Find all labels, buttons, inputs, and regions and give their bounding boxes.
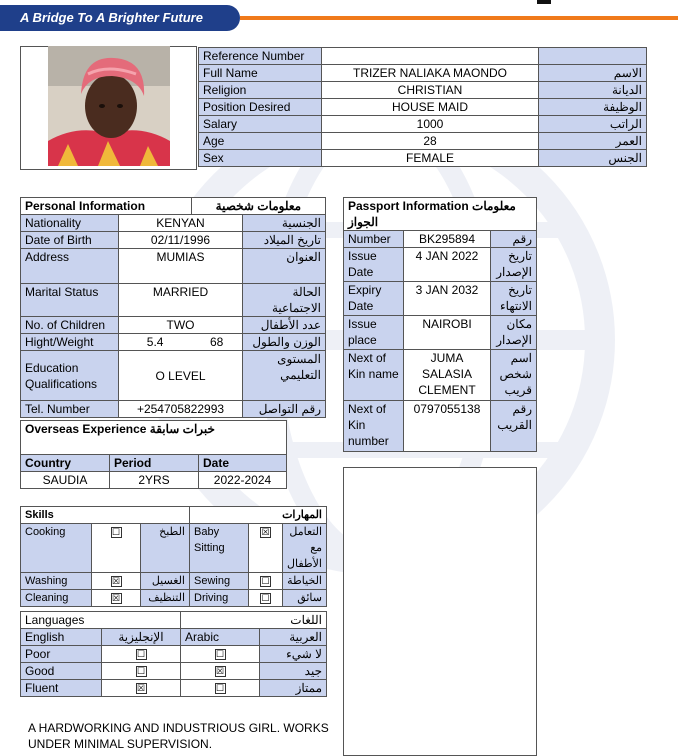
skill-cooking-label: Cooking: [21, 524, 92, 573]
kin-number-label: Next of Kin number: [344, 401, 404, 452]
height-weight-label: Hight/Weight: [21, 334, 119, 351]
expiry-date-value: 3 JAN 2032: [404, 282, 491, 316]
issue-date-label: Issue Date: [344, 248, 404, 282]
reference-label: Reference Number: [199, 48, 322, 65]
table-row: [21, 663, 327, 680]
table-row: [199, 133, 647, 150]
date-header: Date: [199, 455, 287, 472]
marital-ar: الحالة الاجتماعية: [243, 284, 326, 317]
tel-label: Tel. Number: [21, 401, 119, 418]
children-ar: عدد الأطفال: [243, 317, 326, 334]
nationality-ar: الجنسية: [243, 215, 326, 232]
kin-number-value: 0797055138: [404, 401, 491, 452]
salary-label: Salary: [199, 116, 322, 133]
level-good-label: Good: [21, 663, 102, 680]
level-fluent-label: Fluent: [21, 680, 102, 697]
dob-value: 02/11/1996: [119, 232, 243, 249]
table-row: [199, 82, 647, 99]
dob-label: Date of Birth: [21, 232, 119, 249]
sex-ar: الجنس: [539, 150, 647, 167]
dob-ar: تاريخ الميلاد: [243, 232, 326, 249]
level-poor-label: Poor: [21, 646, 102, 663]
header-rule: [240, 16, 678, 20]
personal-info-title: Personal Information: [21, 198, 192, 215]
height-weight-ar: الوزن والطول: [243, 334, 326, 351]
overseas-title-en: Overseas Experience: [25, 422, 147, 436]
english-ar: الإنجليزية: [102, 629, 181, 646]
header-mark: [537, 0, 551, 4]
table-row: [21, 680, 327, 697]
age-ar: العمر: [539, 133, 647, 150]
issue-place-label: Issue place: [344, 316, 404, 350]
skill-washing-label: Washing: [21, 573, 92, 590]
marital-label: Marital Status: [21, 284, 119, 317]
address-label: Address: [21, 249, 119, 284]
skill-washing-ar: الغسيل: [141, 573, 190, 590]
personal-info-title-ar: معلومات شخصية: [191, 198, 325, 215]
summary-table: [198, 47, 647, 167]
religion-value: CHRISTIAN: [322, 82, 539, 99]
expiry-date-label: Expiry Date: [344, 282, 404, 316]
weight-value: 68: [191, 334, 242, 351]
arabic-fluent-checkbox[interactable]: ☐: [181, 680, 260, 697]
skill-driving-ar: سائق: [283, 590, 327, 607]
age-label: Age: [199, 133, 322, 150]
position-value: HOUSE MAID: [322, 99, 539, 116]
skill-sewing-ar: الخياطة: [283, 573, 327, 590]
passport-info-title: [344, 198, 537, 231]
skill-cooking-checkbox[interactable]: ☐: [92, 524, 141, 573]
salary-value: 1000: [322, 116, 539, 133]
languages-table: [20, 611, 327, 697]
english-poor-checkbox[interactable]: ☐: [102, 646, 181, 663]
skill-driving-label: Driving: [190, 590, 249, 607]
reference-value: [322, 48, 539, 65]
children-label: No. of Children: [21, 317, 119, 334]
languages-title-ar: اللغات: [181, 612, 327, 629]
personal-info-table: [20, 197, 326, 418]
english-fluent-checkbox[interactable]: ☒: [102, 680, 181, 697]
address-value: MUMIAS: [119, 249, 243, 284]
skills-title: Skills: [21, 507, 190, 524]
table-row: [199, 150, 647, 167]
religion-ar: الديانة: [539, 82, 647, 99]
candidate-photo: [48, 46, 170, 166]
table-row: [199, 65, 647, 82]
sex-value: FEMALE: [322, 150, 539, 167]
overseas-title: [21, 421, 287, 455]
country-value: SAUDIA: [21, 472, 110, 489]
position-label: Position Desired: [199, 99, 322, 116]
arabic-poor-checkbox[interactable]: ☐: [181, 646, 260, 663]
education-ar: المستوى التعليمي: [243, 351, 326, 401]
tagline-banner: A Bridge To A Brighter Future: [0, 5, 240, 31]
passport-number-label: Number: [344, 231, 404, 248]
arabic-good-checkbox[interactable]: ☒: [181, 663, 260, 680]
education-label: Education Qualifications: [21, 351, 119, 401]
sex-label: Sex: [199, 150, 322, 167]
passport-info-table: [343, 197, 537, 452]
country-header: Country: [21, 455, 110, 472]
skill-cleaning-label: Cleaning: [21, 590, 92, 607]
skill-cleaning-ar: التنظيف: [141, 590, 190, 607]
passport-title-ar: معلومات الجواز: [348, 199, 516, 229]
full-name-ar: الاسم: [539, 65, 647, 82]
tel-ar: رقم التواصل: [243, 401, 326, 418]
expiry-date-ar: تاريخ الانتهاء: [491, 282, 537, 316]
issue-date-ar: تاريخ الإصدار: [491, 248, 537, 282]
english-label: English: [21, 629, 102, 646]
table-row: [199, 99, 647, 116]
languages-title: Languages: [21, 612, 181, 629]
salary-ar: الراتب: [539, 116, 647, 133]
issue-place-ar: مكان الإصدار: [491, 316, 537, 350]
passport-title-en: Passport Information: [348, 199, 469, 213]
marital-value: MARRIED: [119, 284, 243, 317]
issue-place-value: NAIROBI: [404, 316, 491, 350]
notes-box: [343, 467, 537, 756]
overseas-experience-table: [20, 420, 287, 489]
tel-value: +254705822993: [119, 401, 243, 418]
skill-sewing-label: Sewing: [190, 573, 249, 590]
kin-name-value: JUMA SALASIA CLEMENT: [404, 350, 491, 401]
skill-babysitting-label: Baby Sitting: [190, 524, 249, 573]
level-fluent-ar: ممتاز: [260, 680, 327, 697]
table-row: [21, 646, 327, 663]
level-poor-ar: لا شيء: [260, 646, 327, 663]
skills-table: [20, 506, 327, 607]
religion-label: Religion: [199, 82, 322, 99]
skill-cleaning-checkbox[interactable]: ☒: [92, 590, 141, 607]
reference-ar: [539, 48, 647, 65]
skill-cooking-ar: الطبخ: [141, 524, 190, 573]
education-value: O LEVEL: [119, 351, 243, 401]
skills-title-ar: المهارات: [190, 507, 327, 524]
kin-name-label: Next of Kin name: [344, 350, 404, 401]
address-ar: العنوان: [243, 249, 326, 284]
position-ar: الوظيفة: [539, 99, 647, 116]
skill-babysitting-ar: التعامل مع الأطفال: [283, 524, 327, 573]
kin-name-ar: اسم شخص قريب: [491, 350, 537, 401]
table-row: [199, 48, 647, 65]
full-name-value: TRIZER NALIAKA MAONDO: [322, 65, 539, 82]
issue-date-value: 4 JAN 2022: [404, 248, 491, 282]
skill-babysitting-checkbox[interactable]: ☒: [249, 524, 283, 573]
overseas-title-ar: خبرات سابقة: [149, 422, 215, 436]
arabic-ar: العربية: [260, 629, 327, 646]
height-value: 5.4: [119, 334, 192, 351]
table-row: [21, 472, 287, 489]
nationality-value: KENYAN: [119, 215, 243, 232]
english-good-checkbox[interactable]: ☐: [102, 663, 181, 680]
skill-washing-checkbox[interactable]: ☒: [92, 573, 141, 590]
period-header: Period: [110, 455, 199, 472]
children-value: TWO: [119, 317, 243, 334]
level-good-ar: جيد: [260, 663, 327, 680]
nationality-label: Nationality: [21, 215, 119, 232]
passport-number-ar: رقم: [491, 231, 537, 248]
arabic-label: Arabic: [181, 629, 260, 646]
remarks-text: A HARDWORKING AND INDUSTRIOUS GIRL. WORKS UNDER MINIMAL SUPERVISION.: [28, 721, 329, 751]
date-value: 2022-2024: [199, 472, 287, 489]
kin-number-ar: رقم القريب: [491, 401, 537, 452]
passport-number-value: BK295894: [404, 231, 491, 248]
skill-driving-checkbox[interactable]: ☐: [249, 590, 283, 607]
full-name-label: Full Name: [199, 65, 322, 82]
table-row: [199, 116, 647, 133]
period-value: 2YRS: [110, 472, 199, 489]
age-value: 28: [322, 133, 539, 150]
skill-sewing-checkbox[interactable]: ☐: [249, 573, 283, 590]
